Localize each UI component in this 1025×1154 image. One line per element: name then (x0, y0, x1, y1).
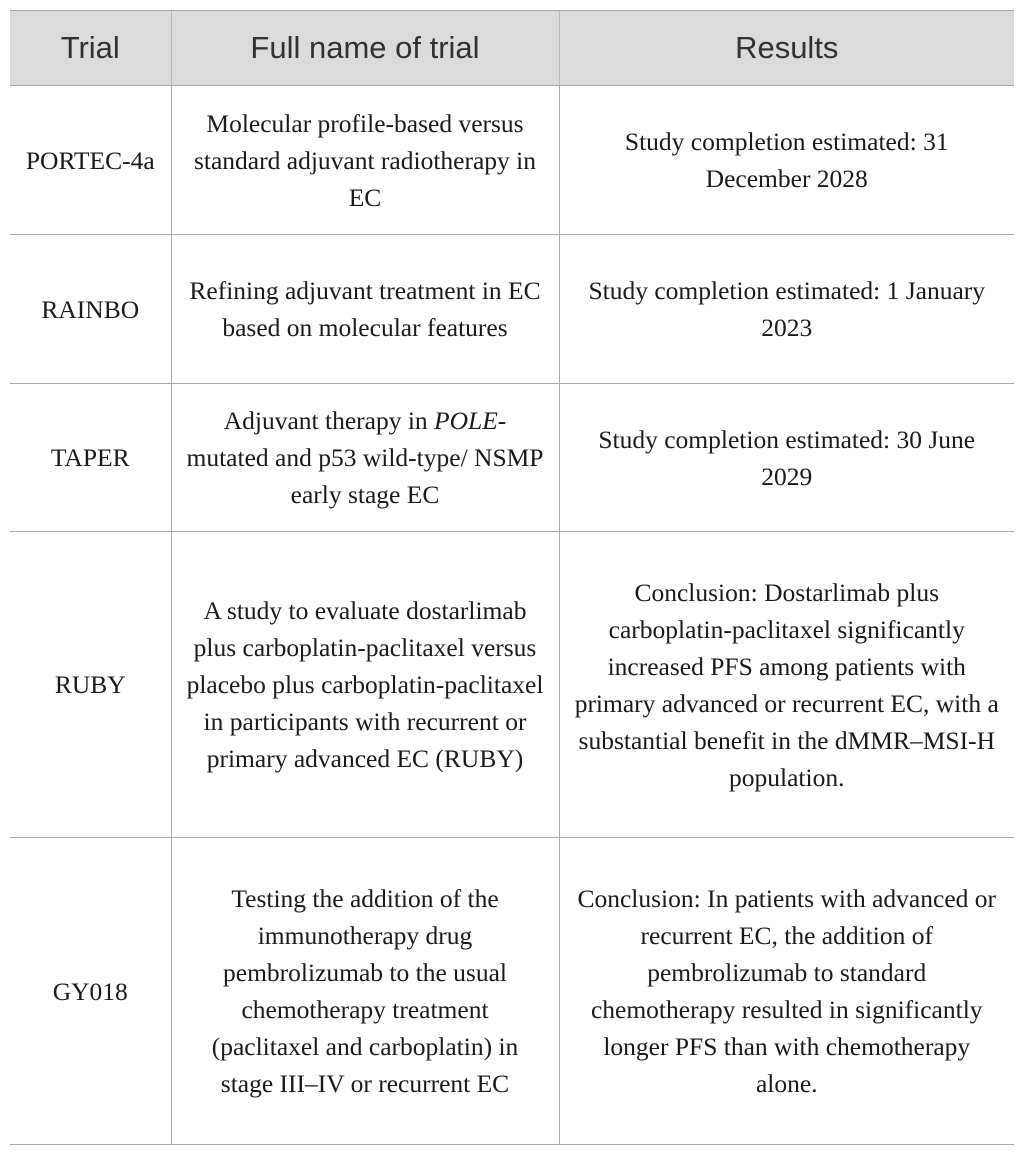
results-cell: Conclusion: In patients with advanced or recurrent EC, the addition of pembrolizumab to standard chemotherapy resulted in significantly longer PFS than with chemotherapy alone. (559, 838, 1014, 1145)
results-cell: Study completion estimated: 1 January 2023 (559, 235, 1014, 384)
full-name-cell (171, 384, 559, 532)
trial-cell: PORTEC-4a (10, 86, 171, 235)
header-full-name: Full name of trial (171, 11, 559, 86)
results-cell: Conclusion: Dostarlimab plus carboplatin-paclitaxel significantly increased PFS among patients with primary advanced or recurrent EC, with a substantial benefit in the dMMR–MSI-H population. (559, 532, 1014, 838)
trial-cell: RUBY (10, 532, 171, 838)
table-row (10, 235, 1014, 384)
results-cell: Study completion estimated: 30 June 2029 (559, 384, 1014, 532)
table-row (10, 532, 1014, 838)
trial-cell: GY018 (10, 838, 171, 1145)
full-name-cell: Molecular profile-based versus standard adjuvant radiotherapy in EC (171, 86, 559, 235)
table-row (10, 838, 1014, 1145)
full-name-suffix: -mutated and p53 wild-type/ NSMP early stage EC (186, 406, 544, 509)
full-name-cell: Testing the addition of the immunotherapy drug pembrolizumab to the usual chemotherapy treatment (paclitaxel and carboplatin) in stage III–IV or recurrent EC (171, 838, 559, 1145)
trial-cell: TAPER (10, 384, 171, 532)
header-trial: Trial (10, 11, 171, 86)
full-name-prefix: Adjuvant therapy in (223, 406, 435, 435)
table-row (10, 86, 1014, 235)
full-name-cell: A study to evaluate dostarlimab plus carboplatin-paclitaxel versus placebo plus carboplatin-paclitaxel in participants with recurrent or primary advanced EC (RUBY) (171, 532, 559, 838)
gene-name-italic: POLE (434, 406, 498, 435)
trial-cell: RAINBO (10, 235, 171, 384)
trials-table (10, 10, 1014, 1145)
table-row (10, 384, 1014, 532)
results-cell: Study completion estimated: 31 December 2028 (559, 86, 1014, 235)
full-name-cell: Refining adjuvant treatment in EC based on molecular features (171, 235, 559, 384)
header-row (10, 11, 1014, 86)
header-results: Results (559, 11, 1014, 86)
